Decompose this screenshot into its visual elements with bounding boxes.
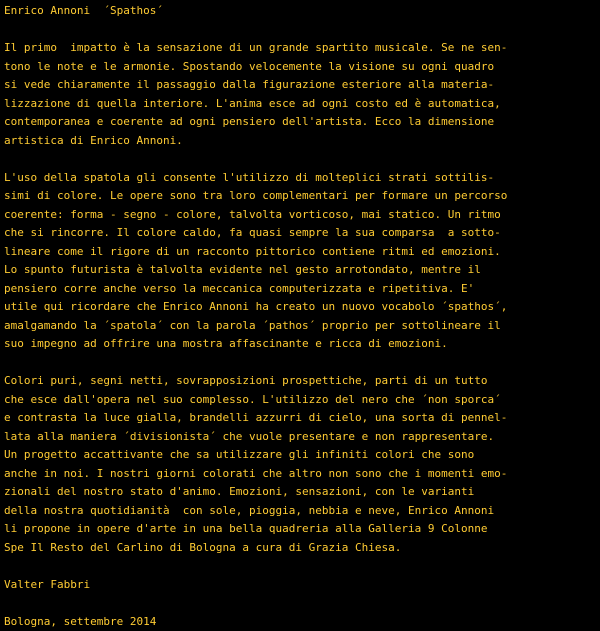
text-line: lineare come il rigore di un racconto pittorico contiene ritmi ed emozioni. bbox=[4, 243, 598, 262]
paragraph-2 bbox=[4, 169, 598, 354]
place-date: Bologna, settembre 2014 bbox=[4, 613, 598, 631]
document-body bbox=[4, 2, 598, 631]
text-line: Il primo impatto è la sensazione di un grande spartito musicale. Se ne sen- bbox=[4, 39, 598, 58]
paragraph-1 bbox=[4, 39, 598, 150]
paragraph-gap bbox=[4, 354, 598, 373]
text-line: amalgamando la ´spatola´ con la parola ´pathos´ proprio per sottolineare il bbox=[4, 317, 598, 336]
text-line: anche in noi. I nostri giorni colorati che altro non sono che i momenti emo- bbox=[4, 465, 598, 484]
paragraph-gap bbox=[4, 594, 598, 613]
text-line: si vede chiaramente il passaggio dalla figurazione esteriore alla materia- bbox=[4, 76, 598, 95]
text-line: zionali del nostro stato d'animo. Emozioni, sensazioni, con le varianti bbox=[4, 483, 598, 502]
author-signature: Valter Fabbri bbox=[4, 576, 598, 595]
paragraph-3 bbox=[4, 372, 598, 557]
paragraph-gap bbox=[4, 557, 598, 576]
text-line: utile qui ricordare che Enrico Annoni ha creato un nuovo vocabolo ´spathos´, bbox=[4, 298, 598, 317]
text-line: L'uso della spatola gli consente l'utilizzo di molteplici strati sottilis- bbox=[4, 169, 598, 188]
text-line: Colori puri, segni netti, sovrapposizioni prospettiche, parti di un tutto bbox=[4, 372, 598, 391]
document-title: Enrico Annoni ´Spathos´ bbox=[4, 2, 598, 21]
paragraph-gap bbox=[4, 150, 598, 169]
text-line: simi di colore. Le opere sono tra loro complementari per formare un percorso bbox=[4, 187, 598, 206]
text-line: lata alla maniera ´divisionista´ che vuole presentare e non rappresentare. bbox=[4, 428, 598, 447]
text-line: tono le note e le armonie. Spostando velocemente la visione su ogni quadro bbox=[4, 58, 598, 77]
text-line: li propone in opere d'arte in una bella quadreria alla Galleria 9 Colonne bbox=[4, 520, 598, 539]
paragraph-gap bbox=[4, 21, 598, 40]
text-line: suo impegno ad offrire una mostra affascinante e ricca di emozioni. bbox=[4, 335, 598, 354]
text-line: artistica di Enrico Annoni. bbox=[4, 132, 598, 151]
text-line: lizzazione di quella interiore. L'anima esce ad ogni costo ed è automatica, bbox=[4, 95, 598, 114]
text-line: Spe Il Resto del Carlino di Bologna a cura di Grazia Chiesa. bbox=[4, 539, 598, 558]
text-line: Un progetto accattivante che sa utilizzare gli infiniti colori che sono bbox=[4, 446, 598, 465]
text-line: contemporanea e coerente ad ogni pensiero dell'artista. Ecco la dimensione bbox=[4, 113, 598, 132]
text-line: della nostra quotidianità con sole, pioggia, nebbia e neve, Enrico Annoni bbox=[4, 502, 598, 521]
text-line: pensiero corre anche verso la meccanica computerizzata e ripetitiva. E' bbox=[4, 280, 598, 299]
text-line: coerente: forma - segno - colore, talvolta vorticoso, mai statico. Un ritmo bbox=[4, 206, 598, 225]
text-line: che si rincorre. Il colore caldo, fa quasi sempre la sua comparsa a sotto- bbox=[4, 224, 598, 243]
text-line: Lo spunto futurista è talvolta evidente nel gesto arrotondato, mentre il bbox=[4, 261, 598, 280]
text-line: che esce dall'opera nel suo complesso. L'utilizzo del nero che ´non sporca´ bbox=[4, 391, 598, 410]
text-line: e contrasta la luce gialla, brandelli azzurri di cielo, una sorta di pennel- bbox=[4, 409, 598, 428]
